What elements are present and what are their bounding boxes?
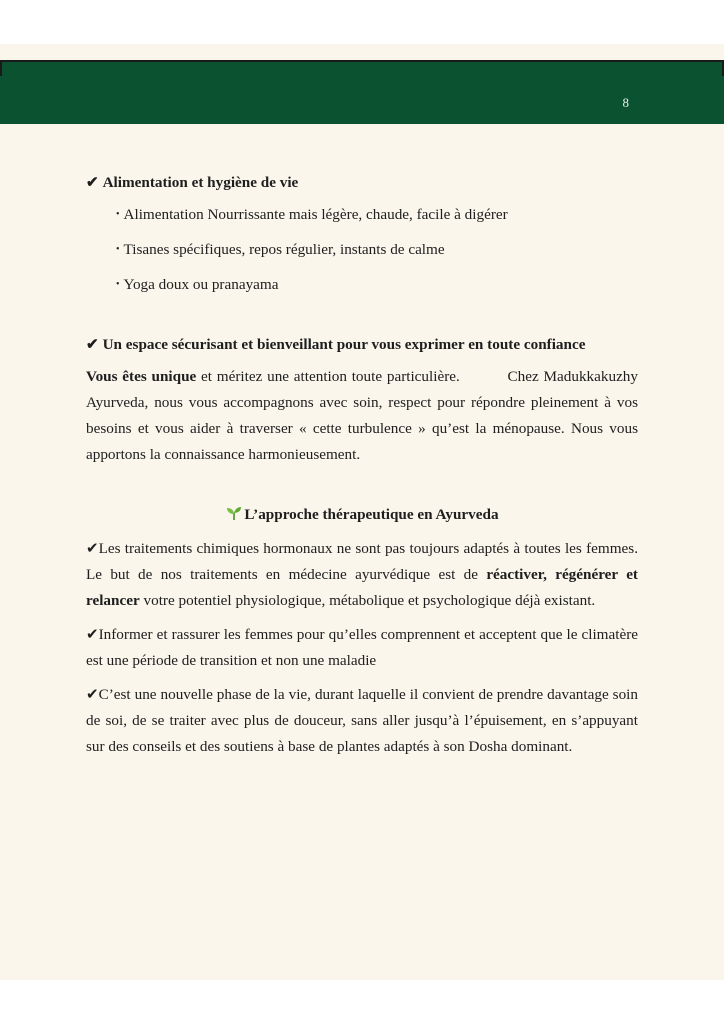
list-item — [116, 272, 638, 300]
bullet-icon: • — [116, 279, 120, 290]
paragraph-treatments — [86, 536, 638, 614]
emphasis-text: réactiver, régénérer et relancer — [86, 566, 638, 609]
section-title-text: L’approche thérapeutique en Ayurveda — [244, 506, 499, 523]
paragraph-text: C’est une nouvelle phase de la vie, durant laquelle il convient de prendre davantage soin de soi, de se traiter avec plus de douceur, sans aller jusqu’à l’épuisement, en s’appuyant sur des conseils et des soutiens à base de plantes adaptés à son Dosha dominant. — [86, 686, 638, 755]
heading-text: Un espace sécurisant et bienveillant pour vous exprimer en toute confiance — [102, 336, 586, 353]
list-item-text: Tisanes spécifiques, repos régulier, instants de calme — [123, 241, 445, 258]
section-heading-safe-space — [86, 332, 638, 358]
paragraph-text: Les traitements chimiques hormonaux ne sont pas toujours adaptés à toutes les femmes. Le but de nos traitements en médecine ayurvédique est de — [86, 540, 638, 583]
list-item — [116, 237, 638, 265]
page-content — [86, 170, 642, 760]
section-heading-diet — [86, 170, 638, 196]
list-item-text: Yoga doux ou pranayama — [123, 276, 279, 293]
checkmark-icon: ✔ — [86, 337, 99, 353]
heading-text: Alimentation et hygiène de vie — [102, 174, 299, 191]
paragraph-text: Informer et rassurer les femmes pour qu’elles comprennent et acceptent que le climatère est une période de transition et non une maladie — [86, 626, 638, 669]
bullet-icon: • — [116, 209, 120, 220]
checkmark-icon: ✔ — [86, 687, 99, 703]
paragraph-new-phase — [86, 682, 638, 760]
bullet-icon: • — [116, 244, 120, 255]
sprout-icon — [225, 505, 243, 521]
paragraph-text: et méritez une attention toute particulière. Chez Madukkakuzhy Ayurveda, nous vous accompagnons avec soin, respect pour répondre pleinement à vos besoins et vous aider à traverser « cette turbulence » qu’est la ménopause. Nous vous apportons la connaissance harmonieusement. — [86, 368, 642, 463]
checkmark-icon: ✔ — [86, 627, 99, 643]
checkmark-icon: ✔ — [86, 541, 99, 557]
diet-list — [86, 202, 638, 300]
header-band — [0, 60, 724, 124]
header-left-edge — [0, 62, 2, 76]
paragraph-inform — [86, 622, 638, 674]
paragraph-unique — [86, 364, 642, 468]
page-number: 8 — [622, 95, 629, 110]
list-item — [116, 202, 638, 230]
paragraph-text: votre potentiel physiologique, métabolique et psychologique déjà existant. — [139, 592, 596, 609]
emphasis-text: Vous êtes unique — [86, 368, 197, 385]
checkmark-icon: ✔ — [86, 175, 99, 191]
section-title-approach — [86, 502, 638, 528]
list-item-text: Alimentation Nourrissante mais légère, chaude, facile à digérer — [123, 206, 508, 223]
